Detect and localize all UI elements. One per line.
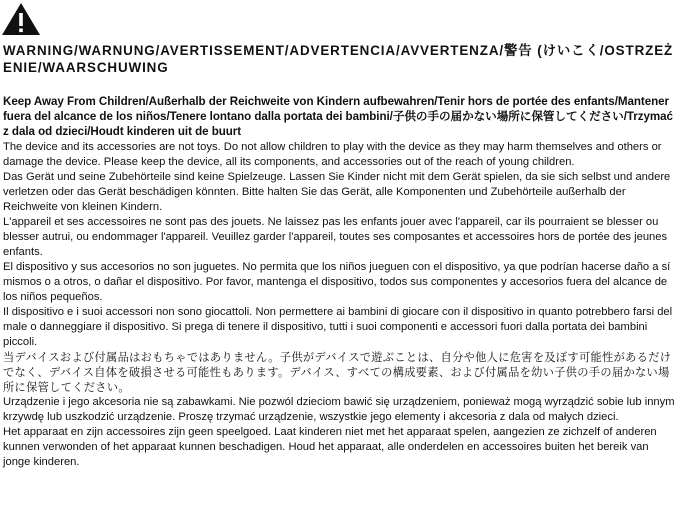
paragraph-japanese: 当デバイスおよび付属品はおもちゃではありません。子供がデバイスで遊ぶことは、自分や他人に危害を及ぼす可能性があるだけでなく、デバイス自体を破損させる可能性もあります。デバイス、すべての構成要素、および付属品を幼い子供の手の届かない場所に保管してください。: [3, 351, 672, 394]
warning-heading: WARNING/WARNUNG/AVERTISSEMENT/ADVERTENCIA/AVVERTENZA/警告 (けいこく/OSTRZEŻENIE/WAARSCHUWING: [3, 43, 674, 75]
paragraph-english: The device and its accessories are not toys. Do not allow children to play with the device as they may harm themselves and others or damage the device. Please keep the device, all its components, and accessories out of the reach of young children.: [3, 141, 662, 168]
paragraph-italian: Il dispositivo e i suoi accessori non sono giocattoli. Non permettere ai bambini di giocare con il dispositivo in quanto potrebbero farsi del male o danneggiare il dispositivo. Si prega di tenere il dispositivo, tutti i suoi componenti e accessori fuori dalla portata dei bambini piccoli.: [3, 306, 673, 348]
warning-triangle-icon: [1, 2, 41, 36]
keep-away-heading: Keep Away From Children/Außerhalb der Reichweite von Kindern aufbewahren/Tenir hors de portée des enfants/Mantener fuera del alcance de los niños/Tenere lontano dalla portata dei bambini/子供の手の届かない場所に保管してください/Trzymać z dala od dzieci/Houdt kinderen uit de buurt: [3, 95, 673, 138]
paragraph-dutch: Het apparaat en zijn accessoires zijn geen speelgoed. Laat kinderen niet met het apparaat spelen, aangezien ze zichzelf of anderen kunnen verwonden of het apparaat kunnen beschadigen. Houd het apparaat, alle onderdelen en accessoires buiten het bereik van jonge kinderen.: [3, 426, 657, 468]
warning-body: [3, 140, 677, 470]
paragraph-spanish: El dispositivo y sus accesorios no son juguetes. No permita que los niños jueguen con el dispositivo, ya que podrían hacerse daño a sí mismos o a otros, o dañar el dispositivo. Por favor, mantenga el dispositivo, todos sus componentes y accesorios fuera del alcance de los niños pequeños.: [3, 261, 671, 303]
paragraph-polish: Urządzenie i jego akcesoria nie są zabawkami. Nie pozwól dzieciom bawić się urządzeniem, ponieważ mogą wyrządzić sobie lub innym krzywdę lub uszkodzić urządzenie. Proszę trzymać urządzenie, wszystkie jego elementy i akcesoria z dala od małych dzieci.: [3, 396, 675, 423]
paragraph-french: L'appareil et ses accessoires ne sont pas des jouets. Ne laissez pas les enfants jouer avec l'appareil, car ils pourraient se blesser ou blesser autrui, ou endommager l'appareil. Veuillez garder l'appareil, toutes ses composantes et accessoires hors de portée des jeunes enfants.: [3, 216, 668, 258]
paragraph-german: Das Gerät und seine Zubehörteile sind keine Spielzeuge. Lassen Sie Kinder nicht mit dem Gerät spielen, da sie sich selbst und andere verletzen oder das Gerät beschädigen könnten. Bitte halten Sie das Gerät, alle Komponenten und Zubehörteile außerhalb der Reichweite von kleinen Kindern.: [3, 171, 671, 213]
